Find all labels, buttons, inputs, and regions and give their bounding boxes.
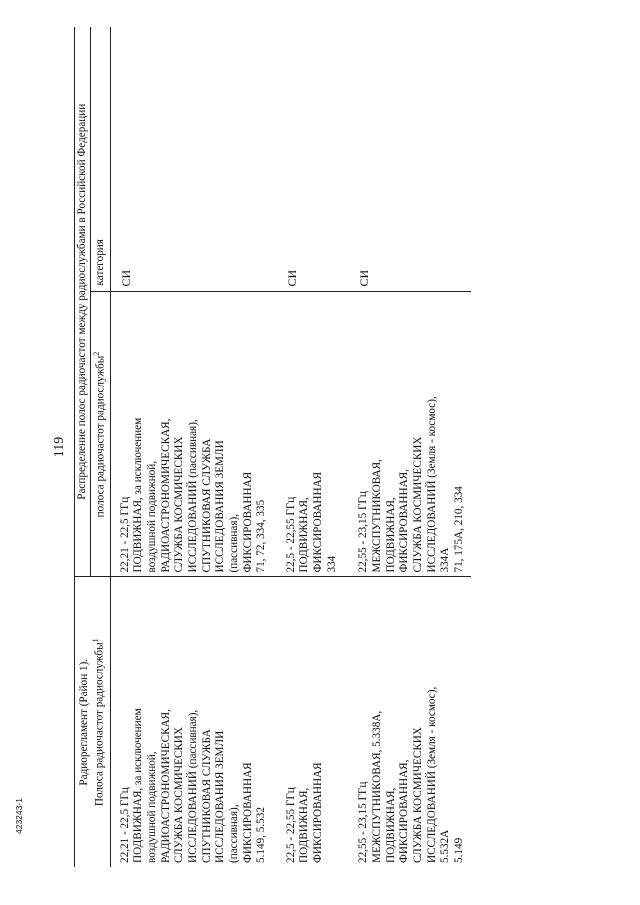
cell-line: ПОДВИЖНАЯ, за исключением	[132, 708, 145, 863]
cell-line: СЛУЖБА КОСМИЧЕСКИХ	[173, 436, 186, 573]
table-row	[110, 27, 285, 867]
cell-line: МЕЖСПУТНИКОВАЯ,	[371, 459, 384, 573]
cell-rf-band	[285, 292, 358, 577]
cell-line: 5.149, 5.532	[255, 807, 268, 863]
cell-category	[357, 27, 470, 292]
table-row	[285, 27, 358, 867]
cell-line: 22,21 - 22,5 ГГц	[118, 787, 131, 863]
cell-line: ФИКСИРОВАННАЯ	[241, 762, 254, 863]
cell-line: 5.532А	[439, 829, 452, 863]
rotated-page	[50, 27, 620, 867]
cell-line: ПОДВИЖНАЯ,	[298, 787, 311, 863]
cell-category	[110, 27, 285, 292]
cell-line: 334	[325, 555, 338, 573]
cell-line: воздушной подвижной,	[145, 751, 158, 863]
header-rr-title: Радиорегламент (Район 1).	[77, 658, 90, 786]
cell-rf-band	[357, 292, 470, 577]
cell-line: ПОДВИЖНАЯ,	[384, 497, 397, 573]
cell-line: СПУТНИКОВАЯ СЛУЖБА	[200, 438, 213, 573]
cell-line: (пассивная),	[227, 804, 240, 863]
cell-line: СЛУЖБА КОСМИЧЕСКИХ	[412, 436, 425, 573]
cell-line: 22,55 - 23,15 ГГц	[357, 491, 370, 573]
page-number: 119	[52, 436, 67, 458]
cell-line: ПОДВИЖНАЯ,	[298, 497, 311, 573]
category-value: СИ	[118, 269, 133, 287]
frequency-allocation-table	[74, 27, 471, 867]
header-rf-band: полоса радиочастот радиослужбы$^2$	[91, 292, 110, 577]
cell-radio-regulations	[285, 577, 358, 867]
category-value: СИ	[284, 269, 299, 287]
header-rf-allocation: Распределение полос радиочастот между радиослужбами в Российской Федерации	[75, 27, 91, 577]
cell-line: (пассивная),	[227, 514, 240, 573]
cell-radio-regulations	[357, 577, 470, 867]
cell-line: РАДИОАСТРОНОМИЧЕСКАЯ,	[159, 709, 172, 863]
cell-line: 71, 175А, 210, 334	[453, 486, 466, 573]
footnote-mark-1: 1	[90, 638, 100, 643]
cell-line: ИССЛЕДОВАНИЯ ЗЕМЛИ	[214, 440, 227, 573]
cell-line: ИССЛЕДОВАНИЙ (пассивная),	[186, 419, 199, 573]
cell-line: 22,55 - 23,15 ГГц	[357, 781, 370, 863]
table-body	[110, 27, 471, 867]
cell-category	[285, 27, 358, 292]
table-row	[357, 27, 470, 867]
cell-line: 22,5 - 22,55 ГГц	[284, 496, 297, 573]
cell-line: ПОДВИЖНАЯ, за исключением	[132, 417, 145, 573]
cell-line: МЕЖСПУТНИКОВАЯ, 5.338А,	[371, 710, 384, 863]
cell-line: ИССЛЕДОВАНИЙ (Земля - космос),	[425, 396, 438, 573]
header-radio-regulations	[75, 577, 111, 867]
cell-line: ФИКСИРОВАННАЯ	[312, 762, 325, 863]
cell-line: ИССЛЕДОВАНИЯ ЗЕМЛИ	[214, 730, 227, 863]
cell-line: воздушной подвижной,	[145, 460, 158, 573]
document-code: 423243-1	[14, 798, 24, 834]
cell-line: ИССЛЕДОВАНИЙ (Земля - космос),	[425, 686, 438, 863]
header-rr-subtitle: Полоса радиочастот радиослужбы$^1$	[90, 638, 106, 807]
cell-radio-regulations	[110, 577, 285, 867]
cell-line: ФИКСИРОВАННАЯ,	[398, 759, 411, 863]
cell-line: ПОДВИЖНАЯ,	[384, 787, 397, 863]
cell-line: 5.149	[453, 837, 466, 863]
cell-line: ИССЛЕДОВАНИЙ (пассивная),	[186, 709, 199, 863]
cell-line: 22,21 - 22,5 ГГц	[118, 496, 131, 573]
cell-line: СЛУЖБА КОСМИЧЕСКИХ	[173, 727, 186, 863]
cell-line: ФИКСИРОВАННАЯ	[312, 471, 325, 573]
category-value: СИ	[357, 269, 372, 287]
cell-line: СПУТНИКОВАЯ СЛУЖБА	[200, 729, 213, 863]
cell-line: РАДИОАСТРОНОМИЧЕСКАЯ,	[159, 418, 172, 573]
cell-line: ФИКСИРОВАННАЯ	[241, 471, 254, 573]
header-category: категория	[91, 27, 110, 292]
footnote-mark-2: 2	[92, 351, 102, 356]
cell-line: 334А	[439, 547, 452, 573]
cell-rf-band	[110, 292, 285, 577]
cell-line: 71, 72, 334, 335	[255, 499, 268, 573]
cell-line: СЛУЖБА КОСМИЧЕСКИХ	[412, 727, 425, 863]
cell-line: 22,5 - 22,55 ГГц	[284, 787, 297, 863]
cell-line: ФИКСИРОВАННАЯ,	[398, 469, 411, 573]
